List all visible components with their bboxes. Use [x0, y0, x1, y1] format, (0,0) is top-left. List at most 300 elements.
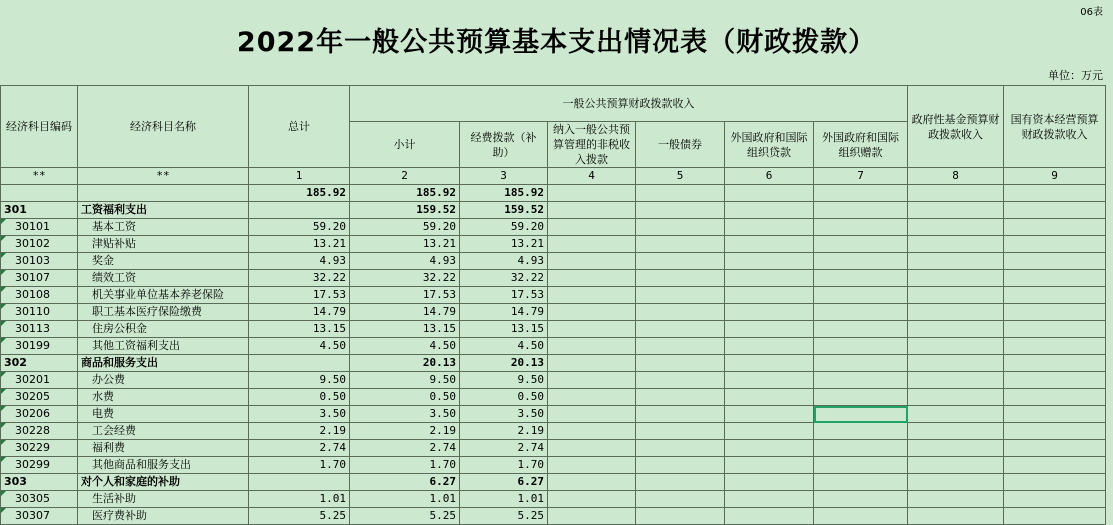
code-cell[interactable] — [1, 491, 78, 508]
total-cell[interactable]: 4.93 — [249, 253, 350, 270]
subtotal-cell[interactable]: 0.50 — [350, 389, 460, 406]
code-cell[interactable]: 303 — [1, 474, 78, 491]
total-cell[interactable]: 59.20 — [249, 219, 350, 236]
funding-cell[interactable]: 185.92 — [460, 185, 548, 202]
cell[interactable] — [725, 389, 814, 406]
cell[interactable] — [548, 372, 636, 389]
cell[interactable] — [1004, 253, 1106, 270]
cell[interactable] — [636, 236, 725, 253]
index-cell[interactable]: 1 — [249, 168, 350, 185]
selected-cell[interactable] — [814, 406, 908, 423]
name-cell[interactable]: 职工基本医疗保险缴费 — [78, 304, 249, 321]
cell[interactable] — [548, 270, 636, 287]
cell[interactable] — [1004, 491, 1106, 508]
cell[interactable] — [78, 185, 249, 202]
number-as-text-marker-icon — [1, 457, 6, 462]
cell[interactable] — [548, 253, 636, 270]
cell[interactable] — [636, 474, 725, 491]
cell[interactable] — [1004, 423, 1106, 440]
cell[interactable] — [908, 321, 1004, 338]
code-cell[interactable] — [1, 287, 78, 304]
cell[interactable] — [725, 508, 814, 525]
code-text: 30101 — [15, 220, 50, 233]
code-text: 30201 — [15, 373, 50, 386]
subtotal-cell[interactable]: 159.52 — [350, 202, 460, 219]
cell[interactable] — [908, 372, 1004, 389]
table-row — [1, 474, 1106, 491]
subtotal-cell[interactable]: 2.19 — [350, 423, 460, 440]
code-text: 30107 — [15, 271, 50, 284]
table-row — [1, 423, 1106, 440]
table-row — [1, 491, 1106, 508]
cell[interactable] — [908, 219, 1004, 236]
total-cell[interactable]: 9.50 — [249, 372, 350, 389]
code-cell[interactable] — [1, 440, 78, 457]
cell[interactable] — [814, 287, 908, 304]
cell[interactable] — [814, 338, 908, 355]
name-cell[interactable]: 生活补助 — [78, 491, 249, 508]
cell[interactable] — [1004, 474, 1106, 491]
table-row — [1, 389, 1106, 406]
cell[interactable] — [908, 508, 1004, 525]
code-text: 30305 — [15, 492, 50, 505]
cell[interactable] — [1004, 202, 1106, 219]
table-row — [1, 202, 1106, 219]
header-funding[interactable]: 经费拨款（补助） — [460, 122, 548, 168]
code-text: 30110 — [15, 305, 50, 318]
cell[interactable] — [725, 253, 814, 270]
cell[interactable] — [814, 423, 908, 440]
code-cell[interactable] — [1, 457, 78, 474]
cell[interactable] — [636, 321, 725, 338]
cell[interactable] — [636, 457, 725, 474]
name-cell[interactable]: 水费 — [78, 389, 249, 406]
cell[interactable] — [725, 338, 814, 355]
cell[interactable] — [548, 219, 636, 236]
cell[interactable] — [636, 185, 725, 202]
cell[interactable] — [636, 270, 725, 287]
funding-cell[interactable]: 1.01 — [460, 491, 548, 508]
total-cell[interactable]: 14.79 — [249, 304, 350, 321]
subtotal-cell[interactable]: 20.13 — [350, 355, 460, 372]
table-row — [1, 457, 1106, 474]
header-state-capital[interactable]: 国有资本经营预算财政拨款收入 — [1004, 86, 1106, 168]
cell[interactable] — [1, 185, 78, 202]
code-text: 30102 — [15, 237, 50, 250]
number-as-text-marker-icon — [1, 338, 6, 343]
index-cell[interactable]: ** — [1, 168, 78, 185]
cell[interactable] — [908, 185, 1004, 202]
header-subtotal[interactable]: 小计 — [350, 122, 460, 168]
cell[interactable] — [1004, 236, 1106, 253]
cell[interactable] — [725, 236, 814, 253]
funding-cell[interactable]: 20.13 — [460, 355, 548, 372]
cell[interactable] — [908, 491, 1004, 508]
cell[interactable] — [636, 389, 725, 406]
cell[interactable] — [725, 202, 814, 219]
subtotal-cell[interactable]: 13.15 — [350, 321, 460, 338]
cell[interactable] — [814, 270, 908, 287]
name-cell[interactable]: 住房公积金 — [78, 321, 249, 338]
cell[interactable] — [908, 406, 1004, 423]
name-cell[interactable]: 机关事业单位基本养老保险 — [78, 287, 249, 304]
cell[interactable] — [636, 338, 725, 355]
number-as-text-marker-icon — [1, 253, 6, 258]
cell[interactable] — [548, 474, 636, 491]
cell[interactable] — [548, 355, 636, 372]
cell[interactable] — [548, 202, 636, 219]
name-cell[interactable]: 商品和服务支出 — [78, 355, 249, 372]
code-cell[interactable] — [1, 219, 78, 236]
total-cell[interactable] — [249, 355, 350, 372]
code-text: 30103 — [15, 254, 50, 267]
cell[interactable] — [636, 287, 725, 304]
funding-cell[interactable]: 159.52 — [460, 202, 548, 219]
cell[interactable] — [908, 270, 1004, 287]
total-cell[interactable] — [249, 474, 350, 491]
cell[interactable] — [725, 304, 814, 321]
code-text: 30299 — [15, 458, 50, 471]
code-cell[interactable] — [1, 423, 78, 440]
number-as-text-marker-icon — [1, 321, 6, 326]
cell[interactable] — [725, 406, 814, 423]
code-text: 30199 — [15, 339, 50, 352]
cell[interactable] — [1004, 338, 1106, 355]
number-as-text-marker-icon — [1, 491, 6, 496]
index-cell[interactable]: 4 — [548, 168, 636, 185]
cell[interactable] — [1004, 355, 1106, 372]
cell[interactable] — [814, 185, 908, 202]
code-text: 30113 — [15, 322, 50, 335]
cell[interactable] — [725, 219, 814, 236]
cell[interactable] — [908, 253, 1004, 270]
cell[interactable] — [1004, 457, 1106, 474]
index-cell[interactable]: 3 — [460, 168, 548, 185]
header-row-1 — [1, 86, 1106, 122]
funding-cell[interactable]: 59.20 — [460, 219, 548, 236]
cell[interactable] — [908, 304, 1004, 321]
cell[interactable] — [908, 440, 1004, 457]
code-cell[interactable] — [1, 253, 78, 270]
name-cell[interactable]: 电费 — [78, 406, 249, 423]
cell[interactable] — [908, 423, 1004, 440]
funding-cell[interactable]: 17.53 — [460, 287, 548, 304]
code-text: 30307 — [15, 509, 50, 522]
cell[interactable] — [636, 219, 725, 236]
number-as-text-marker-icon — [1, 423, 6, 428]
header-debt[interactable]: 一般债券 — [636, 122, 725, 168]
cell[interactable] — [814, 304, 908, 321]
cell[interactable] — [908, 236, 1004, 253]
code-cell[interactable] — [1, 236, 78, 253]
table-row — [1, 321, 1106, 338]
index-cell[interactable]: 7 — [814, 168, 908, 185]
table-row — [1, 355, 1106, 372]
name-cell[interactable]: 其他商品和服务支出 — [78, 457, 249, 474]
funding-cell[interactable]: 6.27 — [460, 474, 548, 491]
header-gov-fund[interactable]: 政府性基金预算财政拨款收入 — [908, 86, 1004, 168]
code-cell[interactable] — [1, 338, 78, 355]
funding-cell[interactable]: 0.50 — [460, 389, 548, 406]
table-row — [1, 508, 1106, 525]
cell[interactable] — [908, 389, 1004, 406]
index-cell[interactable]: 2 — [350, 168, 460, 185]
subtotal-cell[interactable]: 9.50 — [350, 372, 460, 389]
cell[interactable] — [814, 440, 908, 457]
header-nontax[interactable]: 纳入一般公共预算管理的非税收入拨款 — [548, 122, 636, 168]
cell[interactable] — [548, 287, 636, 304]
cell[interactable] — [1004, 219, 1106, 236]
subtotal-cell[interactable]: 185.92 — [350, 185, 460, 202]
name-cell[interactable]: 工资福利支出 — [78, 202, 249, 219]
cell[interactable] — [548, 389, 636, 406]
total-cell[interactable]: 2.74 — [249, 440, 350, 457]
cell[interactable] — [814, 508, 908, 525]
table-row — [1, 270, 1106, 287]
code-cell[interactable] — [1, 270, 78, 287]
funding-cell[interactable]: 4.93 — [460, 253, 548, 270]
cell[interactable] — [548, 304, 636, 321]
code-cell[interactable]: 301 — [1, 202, 78, 219]
cell[interactable] — [725, 423, 814, 440]
total-cell[interactable]: 0.50 — [249, 389, 350, 406]
name-cell[interactable]: 对个人和家庭的补助 — [78, 474, 249, 491]
total-cell[interactable]: 5.25 — [249, 508, 350, 525]
number-as-text-marker-icon — [1, 304, 6, 309]
cell[interactable] — [1004, 185, 1106, 202]
number-as-text-marker-icon — [1, 372, 6, 377]
name-cell[interactable]: 奖金 — [78, 253, 249, 270]
cell[interactable] — [908, 287, 1004, 304]
code-text: 30229 — [15, 441, 50, 454]
total-cell[interactable]: 13.15 — [249, 321, 350, 338]
cell[interactable] — [814, 202, 908, 219]
cell[interactable] — [725, 185, 814, 202]
table-row — [1, 304, 1106, 321]
header-group-general-budget[interactable]: 一般公共预算财政拨款收入 — [350, 86, 908, 122]
sheet-code: 06表 — [1080, 7, 1103, 18]
funding-cell[interactable]: 2.74 — [460, 440, 548, 457]
table-row — [1, 338, 1106, 355]
cell[interactable] — [636, 440, 725, 457]
cell[interactable] — [1004, 508, 1106, 525]
funding-cell[interactable]: 4.50 — [460, 338, 548, 355]
cell[interactable] — [725, 372, 814, 389]
cell[interactable] — [548, 457, 636, 474]
name-cell[interactable]: 福利费 — [78, 440, 249, 457]
cell[interactable] — [548, 491, 636, 508]
name-cell[interactable]: 绩效工资 — [78, 270, 249, 287]
name-cell[interactable]: 基本工资 — [78, 219, 249, 236]
cell[interactable] — [908, 457, 1004, 474]
funding-cell[interactable]: 3.50 — [460, 406, 548, 423]
cell[interactable] — [814, 474, 908, 491]
cell[interactable] — [548, 338, 636, 355]
number-as-text-marker-icon — [1, 287, 6, 292]
code-cell[interactable] — [1, 321, 78, 338]
code-cell[interactable]: 302 — [1, 355, 78, 372]
cell[interactable] — [636, 253, 725, 270]
page-title: 2022年一般公共预算基本支出情况表（财政拨款） — [236, 27, 877, 58]
cell[interactable] — [636, 304, 725, 321]
header-foreign-loan[interactable]: 外国政府和国际组织贷款 — [725, 122, 814, 168]
code-text: 30205 — [15, 390, 50, 403]
cell[interactable] — [1004, 287, 1106, 304]
funding-cell[interactable]: 32.22 — [460, 270, 548, 287]
cell[interactable] — [636, 508, 725, 525]
subtotal-cell[interactable]: 6.27 — [350, 474, 460, 491]
number-as-text-marker-icon — [1, 389, 6, 394]
cell[interactable] — [814, 321, 908, 338]
cell[interactable] — [814, 491, 908, 508]
funding-cell[interactable]: 2.19 — [460, 423, 548, 440]
cell[interactable] — [725, 457, 814, 474]
cell[interactable] — [1004, 321, 1106, 338]
cell[interactable] — [548, 185, 636, 202]
total-cell[interactable]: 1.01 — [249, 491, 350, 508]
cell[interactable] — [814, 219, 908, 236]
table-row — [1, 236, 1106, 253]
subtotal-cell[interactable]: 32.22 — [350, 270, 460, 287]
name-cell[interactable]: 津贴补贴 — [78, 236, 249, 253]
cell[interactable] — [908, 355, 1004, 372]
subtotal-cell[interactable]: 1.01 — [350, 491, 460, 508]
header-foreign-grant[interactable]: 外国政府和国际组织赠款 — [814, 122, 908, 168]
cell[interactable] — [548, 440, 636, 457]
funding-cell[interactable]: 5.25 — [460, 508, 548, 525]
funding-cell[interactable]: 9.50 — [460, 372, 548, 389]
code-cell[interactable] — [1, 508, 78, 525]
budget-table — [0, 85, 1106, 525]
cell[interactable] — [725, 270, 814, 287]
cell[interactable] — [814, 253, 908, 270]
index-cell[interactable]: 8 — [908, 168, 1004, 185]
total-cell[interactable]: 32.22 — [249, 270, 350, 287]
funding-cell[interactable]: 13.15 — [460, 321, 548, 338]
code-text: 30228 — [15, 424, 50, 437]
index-cell[interactable]: 6 — [725, 168, 814, 185]
subtotal-cell[interactable]: 14.79 — [350, 304, 460, 321]
code-cell[interactable] — [1, 372, 78, 389]
total-cell[interactable]: 17.53 — [249, 287, 350, 304]
total-cell[interactable]: 3.50 — [249, 406, 350, 423]
cell[interactable] — [814, 236, 908, 253]
subtotal-cell[interactable]: 17.53 — [350, 287, 460, 304]
funding-cell[interactable]: 1.70 — [460, 457, 548, 474]
name-cell[interactable]: 其他工资福利支出 — [78, 338, 249, 355]
cell[interactable] — [725, 321, 814, 338]
table-row — [1, 406, 1106, 423]
code-cell[interactable] — [1, 304, 78, 321]
cell[interactable] — [548, 321, 636, 338]
table-row — [1, 253, 1106, 270]
code-text: 30108 — [15, 288, 50, 301]
total-row — [1, 185, 1106, 202]
cell[interactable] — [908, 474, 1004, 491]
cell[interactable] — [1004, 372, 1106, 389]
cell[interactable] — [548, 406, 636, 423]
code-cell[interactable] — [1, 406, 78, 423]
name-cell[interactable]: 医疗费补助 — [78, 508, 249, 525]
subtotal-cell[interactable]: 13.21 — [350, 236, 460, 253]
cell[interactable] — [1004, 270, 1106, 287]
subtotal-cell[interactable]: 59.20 — [350, 219, 460, 236]
cell[interactable] — [1004, 406, 1106, 423]
cell[interactable] — [1004, 304, 1106, 321]
cell[interactable] — [725, 474, 814, 491]
cell[interactable] — [814, 355, 908, 372]
unit-label: 单位：万元 — [1048, 69, 1103, 82]
number-as-text-marker-icon — [1, 270, 6, 275]
header-total[interactable]: 总计 — [249, 86, 350, 168]
cell[interactable] — [636, 355, 725, 372]
index-cell[interactable]: 9 — [1004, 168, 1106, 185]
header-name[interactable]: 经济科目名称 — [78, 86, 249, 168]
cell[interactable] — [636, 491, 725, 508]
table-row — [1, 372, 1106, 389]
total-cell[interactable]: 13.21 — [249, 236, 350, 253]
funding-cell[interactable]: 13.21 — [460, 236, 548, 253]
cell[interactable] — [1004, 440, 1106, 457]
total-cell[interactable]: 1.70 — [249, 457, 350, 474]
name-cell[interactable]: 办公费 — [78, 372, 249, 389]
cell[interactable] — [725, 440, 814, 457]
table-row — [1, 219, 1106, 236]
cell[interactable] — [725, 491, 814, 508]
cell[interactable] — [908, 338, 1004, 355]
table-row — [1, 287, 1106, 304]
cell[interactable] — [636, 372, 725, 389]
index-cell[interactable]: 5 — [636, 168, 725, 185]
cell[interactable] — [548, 423, 636, 440]
cell[interactable] — [814, 372, 908, 389]
subtotal-cell[interactable]: 2.74 — [350, 440, 460, 457]
total-cell[interactable]: 2.19 — [249, 423, 350, 440]
number-as-text-marker-icon — [1, 406, 6, 411]
index-cell[interactable]: ** — [78, 168, 249, 185]
cell[interactable] — [908, 202, 1004, 219]
cell[interactable] — [725, 355, 814, 372]
cell[interactable] — [814, 457, 908, 474]
subtotal-cell[interactable]: 4.93 — [350, 253, 460, 270]
total-cell[interactable] — [249, 202, 350, 219]
header-code[interactable]: 经济科目编码 — [1, 86, 78, 168]
cell[interactable] — [1004, 389, 1106, 406]
code-text: 30206 — [15, 407, 50, 420]
cell[interactable] — [636, 423, 725, 440]
cell[interactable] — [548, 508, 636, 525]
cell[interactable] — [636, 406, 725, 423]
index-row — [1, 168, 1106, 185]
number-as-text-marker-icon — [1, 508, 6, 513]
total-cell[interactable]: 4.50 — [249, 338, 350, 355]
name-cell[interactable]: 工会经费 — [78, 423, 249, 440]
subtotal-cell[interactable]: 3.50 — [350, 406, 460, 423]
number-as-text-marker-icon — [1, 219, 6, 224]
total-cell[interactable]: 185.92 — [249, 185, 350, 202]
subtotal-cell[interactable]: 4.50 — [350, 338, 460, 355]
cell[interactable] — [814, 389, 908, 406]
subtotal-cell[interactable]: 1.70 — [350, 457, 460, 474]
cell[interactable] — [636, 202, 725, 219]
number-as-text-marker-icon — [1, 236, 6, 241]
funding-cell[interactable]: 14.79 — [460, 304, 548, 321]
cell[interactable] — [725, 287, 814, 304]
cell[interactable] — [548, 236, 636, 253]
subtotal-cell[interactable]: 5.25 — [350, 508, 460, 525]
code-cell[interactable] — [1, 389, 78, 406]
table-row — [1, 440, 1106, 457]
